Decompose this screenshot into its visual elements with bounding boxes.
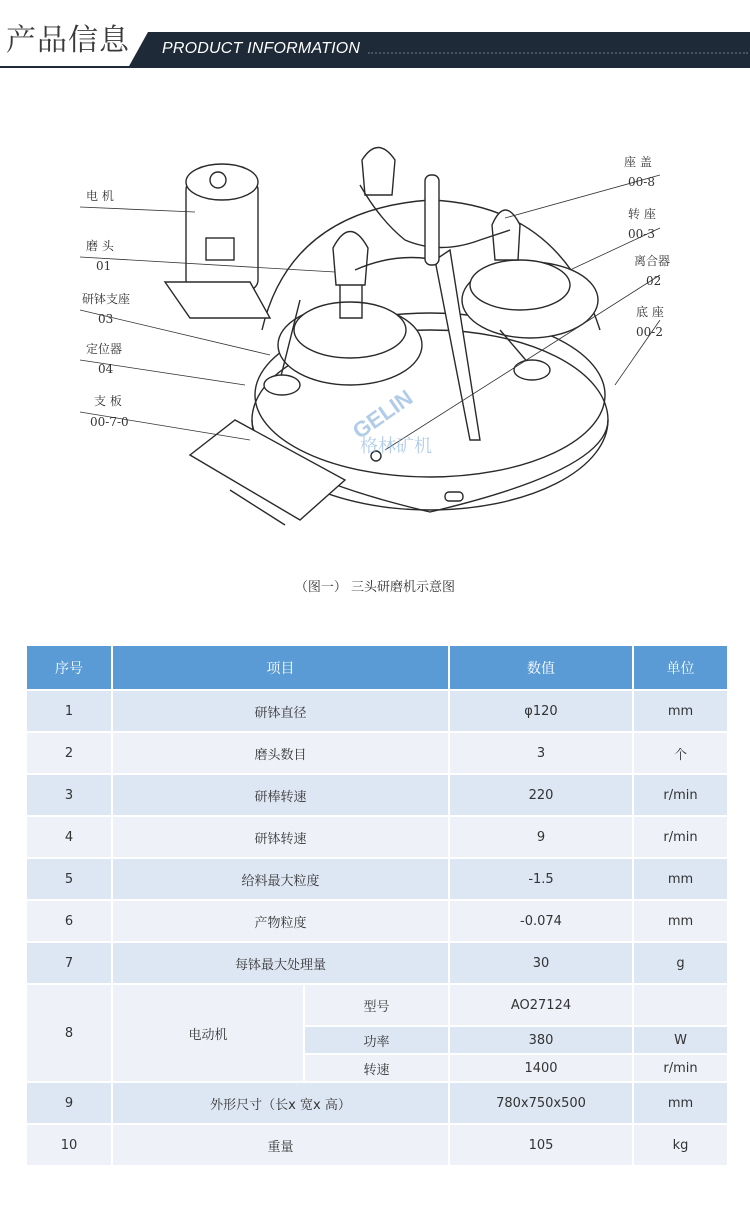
cell-no: 3 <box>26 774 112 816</box>
cell-no: 4 <box>26 816 112 858</box>
cell-value: 220 <box>449 774 633 816</box>
table-row <box>26 816 728 858</box>
cell-unit: mm <box>633 900 728 942</box>
figure-caption: （图一） 三头研磨机示意图 <box>294 580 456 595</box>
table-header-row <box>26 645 728 690</box>
label-mortar-support-code: 03 <box>98 312 114 326</box>
label-grinding-head-code: 01 <box>96 259 112 273</box>
label-clutch-code: 02 <box>646 274 662 288</box>
table-row <box>26 942 728 984</box>
cell-value: AO27124 <box>449 984 633 1026</box>
cell-unit: r/min <box>633 1054 728 1082</box>
label-mortar-support: 研钵支座 <box>82 292 131 306</box>
label-rotating-seat-code: 00-3 <box>628 227 655 241</box>
cell-item: 电动机 <box>112 984 304 1082</box>
table-row-motor <box>26 984 728 1026</box>
table-row <box>26 1124 728 1166</box>
pestle-top <box>362 148 395 196</box>
cell-unit: 个 <box>633 732 728 774</box>
label-locator-code: 04 <box>98 362 114 376</box>
cell-value: 1400 <box>449 1054 633 1082</box>
support-pedal <box>190 420 345 520</box>
cell-no: 7 <box>26 942 112 984</box>
spec-table <box>25 644 729 1167</box>
table-row <box>26 900 728 942</box>
header-unit: 单位 <box>633 645 728 690</box>
cell-value: 780x750x500 <box>449 1082 633 1124</box>
cell-no: 10 <box>26 1124 112 1166</box>
cell-item: 研钵转速 <box>112 816 449 858</box>
label-cover: 座 盖 <box>624 155 652 169</box>
label-cover-code: 00-8 <box>628 175 655 189</box>
pestle-left <box>333 232 368 286</box>
cell-no: 2 <box>26 732 112 774</box>
watermark-cn: 格林矿机 <box>360 436 432 457</box>
cell-item: 磨头数目 <box>112 732 449 774</box>
label-motor: 电 机 <box>86 189 114 203</box>
cell-sub-label: 功率 <box>304 1026 449 1054</box>
cell-unit: r/min <box>633 816 728 858</box>
header-item: 项目 <box>112 645 449 690</box>
cell-value: φ120 <box>449 690 633 732</box>
label-clutch: 离合器 <box>634 254 671 268</box>
cell-no: 1 <box>26 690 112 732</box>
cell-item: 研钵直径 <box>112 690 449 732</box>
section-title-en: PRODUCT INFORMATION <box>162 40 361 57</box>
cell-value: 9 <box>449 816 633 858</box>
cell-item: 产物粒度 <box>112 900 449 942</box>
label-rotating-seat: 转 座 <box>628 207 656 221</box>
watermark-brand: GELIN <box>347 384 418 444</box>
table-row <box>26 1082 728 1124</box>
header-value: 数值 <box>449 645 633 690</box>
table-row <box>26 690 728 732</box>
section-title-cn: 产品信息 <box>6 23 130 58</box>
cell-unit: g <box>633 942 728 984</box>
cell-sub-label: 型号 <box>304 984 449 1026</box>
cell-unit: W <box>633 1026 728 1054</box>
label-support-plate-code: 00-7-0 <box>90 415 129 429</box>
cell-no: 8 <box>26 984 112 1082</box>
cell-value: 3 <box>449 732 633 774</box>
cell-item: 外形尺寸（长x 宽x 高） <box>112 1082 449 1124</box>
cell-no: 5 <box>26 858 112 900</box>
cell-unit: mm <box>633 858 728 900</box>
cell-item: 给料最大粒度 <box>112 858 449 900</box>
machine-diagram <box>0 130 750 600</box>
cell-item: 每钵最大处理量 <box>112 942 449 984</box>
machine-illustration <box>0 130 750 570</box>
cell-unit <box>633 984 728 1026</box>
cell-value: 105 <box>449 1124 633 1166</box>
label-locator: 定位器 <box>86 342 123 356</box>
label-base: 底 座 <box>636 305 664 319</box>
header-dotted-rule <box>368 52 748 54</box>
cell-item: 研棒转速 <box>112 774 449 816</box>
cell-no: 9 <box>26 1082 112 1124</box>
cell-value: -1.5 <box>449 858 633 900</box>
table-row <box>26 858 728 900</box>
cell-unit: kg <box>633 1124 728 1166</box>
table-row <box>26 774 728 816</box>
table-row <box>26 732 728 774</box>
cell-value: 30 <box>449 942 633 984</box>
cell-unit: r/min <box>633 774 728 816</box>
label-base-code: 00-2 <box>636 325 663 339</box>
cell-sub-label: 转速 <box>304 1054 449 1082</box>
label-support-plate: 支 板 <box>94 394 122 408</box>
cell-no: 6 <box>26 900 112 942</box>
label-grinding-head: 磨 头 <box>86 239 114 253</box>
cell-value: -0.074 <box>449 900 633 942</box>
cell-unit: mm <box>633 690 728 732</box>
cell-item: 重量 <box>112 1124 449 1166</box>
section-header <box>0 0 750 70</box>
cell-unit: mm <box>633 1082 728 1124</box>
header-no: 序号 <box>26 645 112 690</box>
cell-value: 380 <box>449 1026 633 1054</box>
